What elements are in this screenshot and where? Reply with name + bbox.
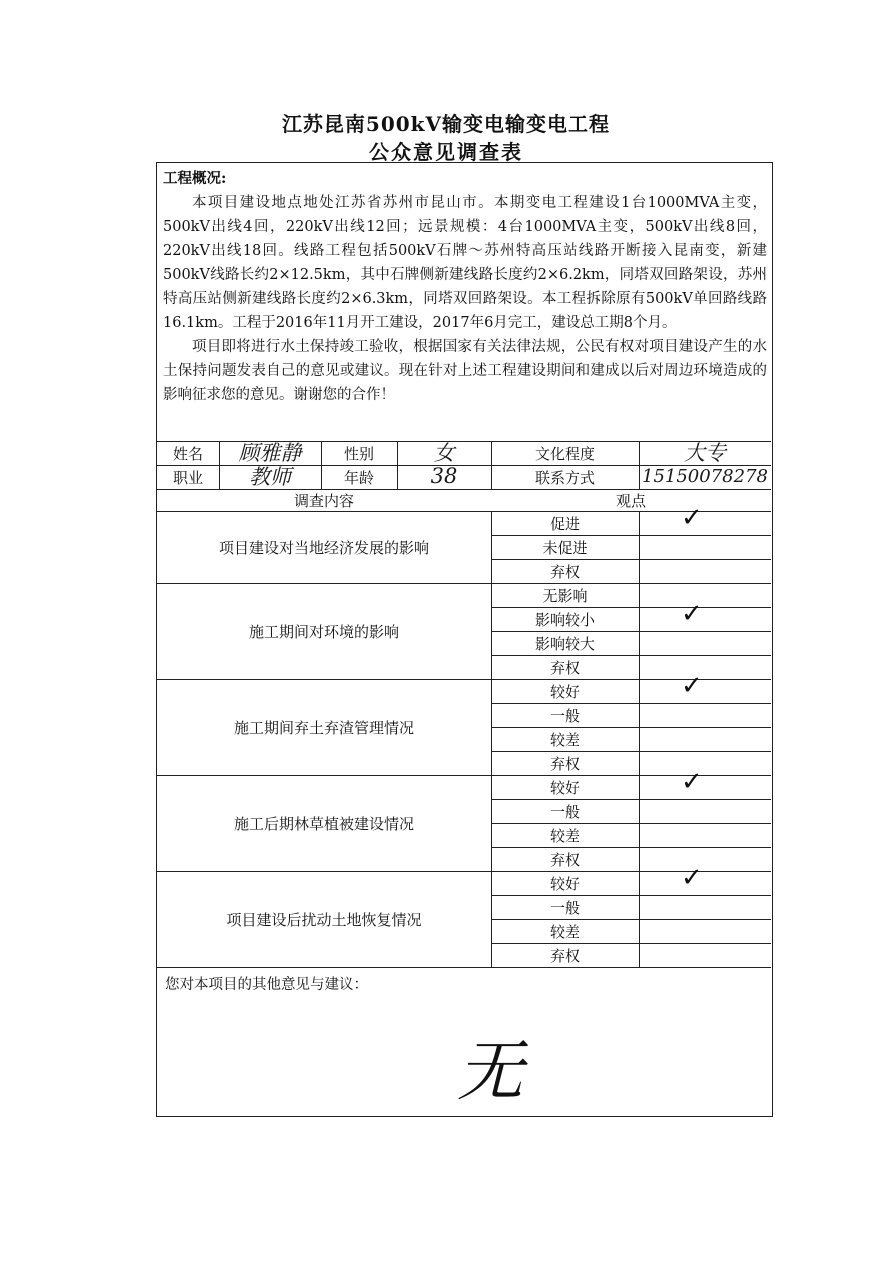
contact-label: 联系方式 [534,468,595,487]
comments-top-rule [157,967,771,968]
option-label: 影响较小 [534,610,595,629]
checkmark-icon: ✓ [681,503,703,533]
education-value: 大专 [684,441,726,465]
name-label: 姓名 [172,444,203,463]
form-subtitle: 公众意见调查表 [369,140,523,164]
option-label: 较差 [549,730,580,749]
option-label: 弃权 [549,562,580,581]
job-value: 教师 [249,465,291,489]
age-label: 年龄 [343,468,374,487]
age-value: 38 [430,464,458,488]
option-label: 弃权 [549,946,580,965]
contact-value: 15150078278 [642,465,768,487]
overview-paragraph-2: 项目即将进行水土保持竣工验收，根据国家有关法律法规，公民有权对项目建设产生的水土保持问题发表自己的意见或建议。现在针对上述工程建设期间和建成以后对周边环境造成的影响征求您的意见。谢谢您的合作！ [163,339,767,403]
checkmark-icon: ✓ [681,599,703,629]
option-label: 较好 [549,874,580,893]
option-label: 一般 [549,706,580,725]
survey-form [156,162,773,1117]
option-label: 一般 [549,802,580,821]
option-label: 较好 [549,778,580,797]
project-overview [163,167,767,407]
checkmark-icon: ✓ [681,671,703,701]
survey-opinion-header: 观点 [615,491,646,510]
checkmark-icon: ✓ [681,863,703,893]
option-label: 较差 [549,826,580,845]
option-label: 无影响 [542,586,588,605]
question-label: 项目建设对当地经济发展的影响 [218,538,429,557]
option-label: 较好 [549,682,580,701]
overview-heading: 工程概况: [163,170,227,187]
job-label: 职业 [172,468,203,487]
option-label: 影响较大 [534,634,595,653]
comments-value: 无 [457,1033,523,1110]
option-label: 促进 [549,514,580,533]
option-label: 弃权 [549,658,580,677]
question-label: 施工期间弃土弃渣管理情况 [233,718,414,737]
gender-label: 性别 [343,444,374,463]
option-label: 较差 [549,922,580,941]
form-title: 江苏昆南500kV输变电输变电工程 [281,112,611,136]
question-label: 项目建设后扰动土地恢复情况 [226,910,422,929]
survey-content-header: 调查内容 [293,491,354,510]
name-value: 顾雅静 [238,441,302,465]
gender-value: 女 [433,441,455,465]
overview-paragraph-1: 本项目建设地点地处江苏省苏州市昆山市。本期变电工程建设1台1000MVA主变，500kV出线4回，220kV出线12回；远景规模：4台1000MVA主变，500kV出线8回，220kV出线18回。线路工程包括500kV石牌～苏州特高压站线路开断接入昆南变，新建500kV线路长约2×12.5km，其中石牌侧新建线路长度约2×6.2km，同塔双回路架设，苏州特高压站侧新建线路长度约2×6.3km，同塔双回路架设。本工程拆除原有500kV单回路线路16.1km。工程于2016年11月开工建设，2017年6月完工，建设总工期8个月。 [163,195,767,331]
option-divider [639,511,640,583]
option-label: 弃权 [549,850,580,869]
option-label: 弃权 [549,754,580,773]
question-label: 施工期间对环境的影响 [248,622,399,641]
checkmark-icon: ✓ [681,767,703,797]
option-label: 未促进 [542,538,588,557]
option-label: 一般 [549,898,580,917]
question-label: 施工后期林草植被建设情况 [233,814,414,833]
comments-label: 您对本项目的其他意见与建议： [165,977,368,993]
education-label: 文化程度 [534,444,595,463]
